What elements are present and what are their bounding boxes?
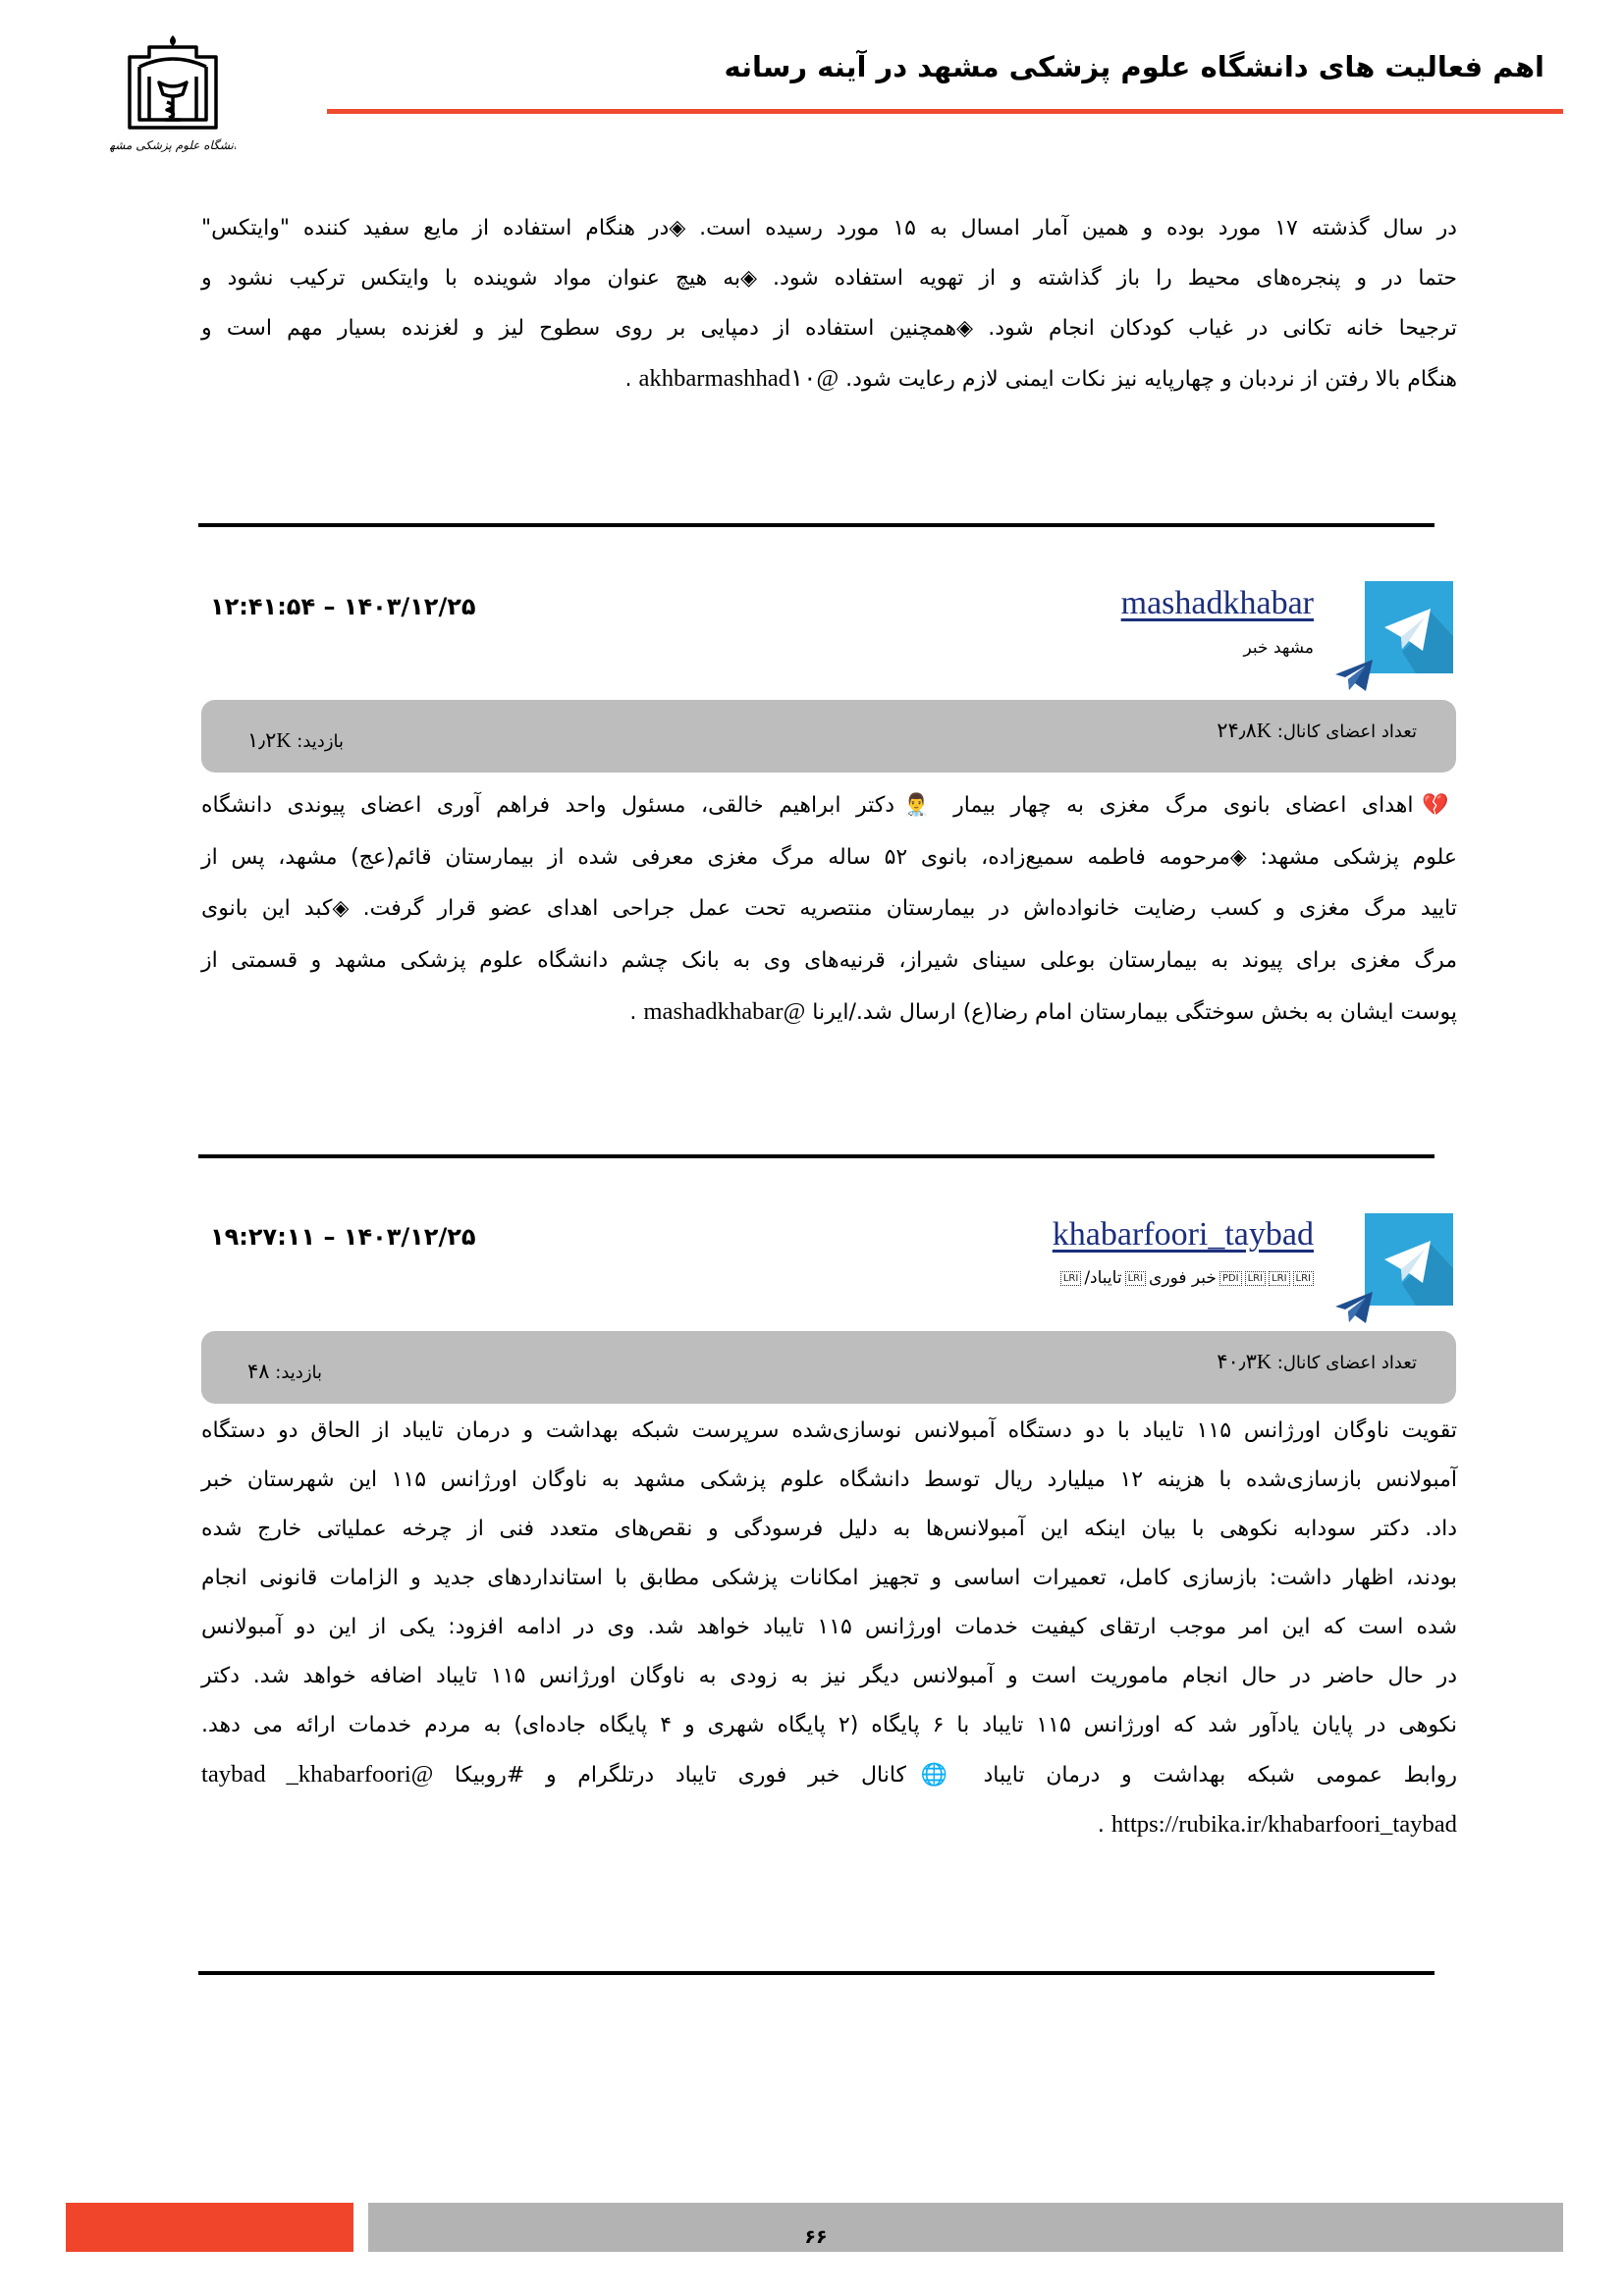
post-datetime: ۱۹:۲۷:۱۱ – ۱۴۰۳/۱۲/۲۵ (210, 1223, 476, 1251)
control-mark: LRI (1269, 1271, 1289, 1286)
logo-text: دانشگاه علوم پزشکی مشهد (110, 138, 236, 152)
telegram-plane-icon (1333, 658, 1375, 693)
members-value: ۲۴٫۸K (1217, 719, 1272, 742)
telegram-icon (1365, 1213, 1453, 1306)
title-underline (327, 109, 1563, 114)
paragraph-line (201, 203, 1457, 253)
channel-handle: mashadkhabar@ (643, 998, 806, 1025)
line-text: شده است که این امر موجب ارتقای کیفیت خدمات اورژانس ۱۱۵ تایباد خواهد شد. وی در ادامه افزود: یکی از این دو آمبولانس (201, 1615, 1457, 1639)
paragraph-line (201, 987, 1457, 1040)
paragraph-line (201, 832, 1457, 884)
paragraph-line (201, 353, 1457, 404)
line-text: تایید مرگ مغزی و کسب رضایت خانواده‌اش در بیمارستان منتصریه تحت عمل جراحی اهدای عضو قرار گرفت. ◈کبد این بانوی (201, 896, 1457, 921)
paragraph-line (201, 303, 1457, 353)
channel-subtitle: مشهد خبر (1243, 638, 1314, 658)
subtitle-part: خبر فوری (1149, 1268, 1217, 1288)
post-body (201, 780, 1457, 1040)
university-logo (110, 33, 236, 165)
post-body (201, 1407, 1457, 1850)
line-text: حتما در و پنجره‌های محیط را باز گذاشته و از تهویه استفاده شود. ◈به هیچ عنوان مواد شوینده با وایتکس ترکیب نشود و (201, 266, 1457, 291)
line-text: مرگ مغزی برای پیوند به بیمارستان بوعلی سینای شیراز، قرنیه‌های وی به بانک چشم دانشگاه علوم پزشکی مشهد و قسمتی از (201, 947, 1457, 973)
paragraph-line (201, 1456, 1457, 1505)
line-text: در حال حاضر در حال انجام ماموریت است و آمبولانس دیگر نیز به زودی به ناوگان اورژانس ۱۱۵ تایباد اضافه خواهد شد. دکتر (201, 1664, 1457, 1688)
views-count (247, 1360, 322, 1384)
line-text: ترجیحا خانه تکانی در غیاب کودکان انجام شود. ◈همچنین استفاده از دمپایی بر روی سطوح لیز و لغزنده بسیار مهم است و (201, 316, 1457, 341)
channel-name-link[interactable]: mashadkhabar (1120, 585, 1314, 621)
page-number: ۶۶ (804, 2226, 828, 2248)
control-mark: LRI (1125, 1271, 1146, 1286)
line-text: تقویت ناوگان اورژانس ۱۱۵ تایباد با دو دستگاه آمبولانس نوسازی‌شده سرپرست شبکه بهداشت و درمان تایباد از الحاق دو دستگاه (201, 1418, 1458, 1443)
section-separator (198, 1971, 1435, 1975)
section-separator (198, 1154, 1435, 1158)
channel-stats-bar (201, 700, 1456, 773)
members-label: تعداد اعضای کانال: (1272, 1353, 1417, 1373)
line-text: داد. دکتر سودابه نکوهی با بیان اینکه این آمبولانس‌ها به دلیل فرسودگی و نقص‌های متعدد فنی از چرخه عملیاتی خارج شده (201, 1517, 1457, 1541)
control-mark: PDI (1219, 1271, 1242, 1286)
members-count (1217, 1350, 1417, 1374)
line-tail: . (624, 367, 639, 392)
paragraph-line (201, 780, 1457, 832)
section-separator (198, 523, 1435, 527)
page-title: اهم فعالیت های دانشگاه علوم پزشکی مشهد در آینه رسانه (724, 50, 1544, 83)
line-text: روابط عمومی شبکه بهداشت و درمان تایباد 🌐کانال خبر فوری تایباد درتلگرام و #روبیکا (433, 1763, 1457, 1788)
channel-name-link[interactable]: khabarfoori_taybad (1052, 1216, 1314, 1253)
subtitle-part: تایباد/ (1084, 1268, 1122, 1288)
channel-handle: taybad _khabarfoori@ (201, 1761, 434, 1788)
paragraph-line (201, 1750, 1457, 1800)
line-tail: . (629, 1000, 644, 1025)
footer-accent-bar (66, 2203, 353, 2252)
paragraph-line (201, 1505, 1457, 1554)
university-logo-icon (110, 33, 236, 165)
members-value: ۴۰٫۳K (1217, 1350, 1272, 1373)
footer-bar (368, 2203, 1563, 2252)
intro-paragraph (201, 203, 1457, 404)
line-tail: . (1097, 1813, 1111, 1838)
paragraph-line (201, 935, 1457, 988)
paragraph-line (201, 1652, 1457, 1701)
channel-handle: akhbarmashhad۱۰@ (638, 365, 839, 392)
telegram-icon (1365, 581, 1453, 673)
control-mark: LRI (1060, 1271, 1081, 1286)
line-text: بودند، اظهار داشت: بازسازی کامل، تعمیرات اساسی و تجهیز امکانات پزشکی مطابق با استانداردهای جدید و الزامات قانونی انجام (201, 1566, 1457, 1590)
members-count (1217, 719, 1417, 743)
paragraph-line (201, 1701, 1457, 1750)
telegram-plane-icon (1333, 1290, 1375, 1325)
control-mark: LRI (1245, 1271, 1266, 1286)
paragraph-line (201, 1800, 1457, 1850)
line-text: آمبولانس بازسازی‌شده با هزینه ۱۲ میلیارد ریال توسط دانشگاه علوم پزشکی مشهد به ناوگان اورژانس ۱۱۵ این شهرستان خبر (201, 1468, 1457, 1492)
line-text: در سال گذشته ۱۷ مورد بوده و همین آمار امسال به ۱۵ مورد رسیده است. ◈در هنگام استفاده از مایع سفید کننده "وایتکس" (201, 216, 1457, 240)
line-text: نکوهی در پایان یادآور شد که اورژانس ۱۱۵ تایباد با ۶ پایگاه (۲ پایگاه شهری و ۴ پایگاه جاده‌ای) به مردم خدمات ارائه می دهد. (201, 1713, 1458, 1737)
views-label: بازدید: (291, 731, 345, 752)
paragraph-line (201, 1407, 1457, 1456)
paragraph-line (201, 883, 1457, 935)
views-value: ۴۸ (247, 1360, 270, 1383)
line-text: علوم پزشکی مشهد: ◈مرحومه فاطمه سمیع‌زاده، بانوی ۵۲ ساله مرگ مغزی معرفی شده از بیمارستان قائم(عج) مشهد، پس از (201, 844, 1457, 870)
line-text: پوست ایشان به بخش سوختگی بیمارستان امام رضا(ع) ارسال شد./ایرنا (805, 1000, 1457, 1025)
line-text: 💔اهدای اعضای بانوی مرگ مغزی به چهار بیمار 👨‍⚕️دکتر ابراهیم خالقی، مسئول واحد فراهم آوری اعضای پیوندی دانشگاه (201, 793, 1457, 818)
post-datetime: ۱۲:۴۱:۵۴ – ۱۴۰۳/۱۲/۲۵ (210, 593, 476, 620)
paragraph-line (201, 253, 1457, 303)
paragraph-line (201, 1554, 1457, 1603)
rubika-url: https://rubika.ir/khabarfoori_taybad (1110, 1811, 1457, 1838)
views-value: ۱٫۲K (247, 728, 292, 752)
channel-subtitle (1060, 1266, 1314, 1290)
line-text: هنگام بالا رفتن از نردبان و چهارپایه نیز نکات ایمنی لازم رعایت شود. (839, 367, 1457, 392)
views-count (247, 728, 344, 753)
channel-stats-bar (201, 1331, 1456, 1404)
paragraph-line (201, 1603, 1457, 1652)
views-label: بازدید: (269, 1362, 323, 1383)
control-mark: LRI (1293, 1271, 1314, 1286)
members-label: تعداد اعضای کانال: (1272, 721, 1417, 742)
